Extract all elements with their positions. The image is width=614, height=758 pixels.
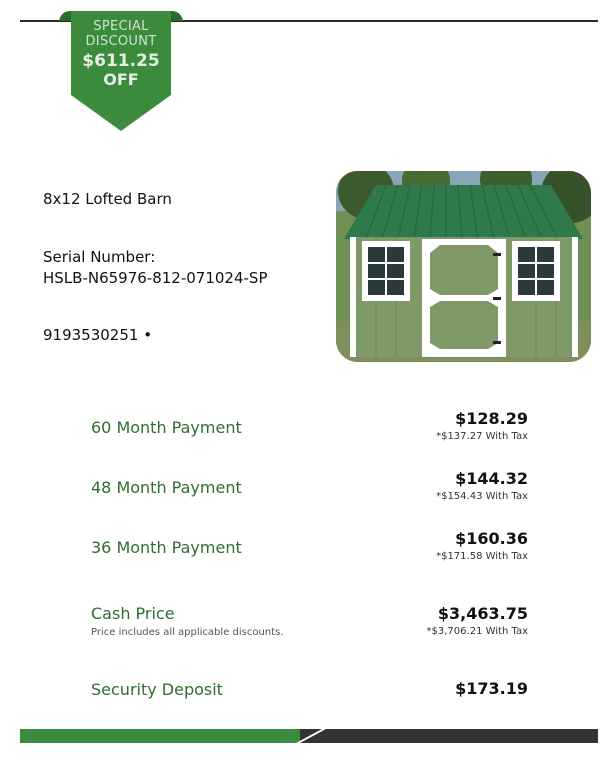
shed-illustration [336, 171, 591, 362]
special-discount-badge [59, 9, 183, 131]
payment-36-label: 36 Month Payment [91, 538, 242, 557]
discount-label-line2: DISCOUNT [85, 34, 157, 49]
cash-price-value: $3,463.75 [437, 604, 528, 623]
cash-price-tax: *$3,706.21 With Tax [426, 626, 528, 637]
payment-60-price: $128.29 [455, 409, 528, 428]
product-photo [336, 171, 591, 362]
payment-48-tax: *$154.43 With Tax [436, 491, 528, 502]
payment-36-tax: *$171.58 With Tax [436, 551, 528, 562]
security-deposit-label: Security Deposit [91, 680, 223, 699]
cash-price-label: Cash Price [91, 604, 175, 623]
payment-48-price: $144.32 [455, 469, 528, 488]
discount-label-line1: SPECIAL [93, 19, 149, 34]
payment-48-label: 48 Month Payment [91, 478, 242, 497]
payment-60-tax: *$137.27 With Tax [436, 431, 528, 442]
footer-slash-divider [296, 729, 330, 743]
payment-36-price: $160.36 [455, 529, 528, 548]
serial-number-value: HSLB-N65976-812-071024-SP [43, 269, 268, 287]
discount-amount: $611.25 [82, 51, 160, 71]
footer-dark-bar [300, 729, 598, 743]
serial-number-label: Serial Number: [43, 248, 156, 266]
discount-off-label: OFF [103, 70, 139, 89]
footer-green-bar [20, 729, 340, 743]
product-name: 8x12 Lofted Barn [43, 190, 172, 208]
phone-number: 9193530251 • [43, 326, 153, 344]
cash-price-note: Price includes all applicable discounts. [91, 627, 284, 638]
security-deposit-price: $173.19 [455, 679, 528, 698]
payment-60-label: 60 Month Payment [91, 418, 242, 437]
